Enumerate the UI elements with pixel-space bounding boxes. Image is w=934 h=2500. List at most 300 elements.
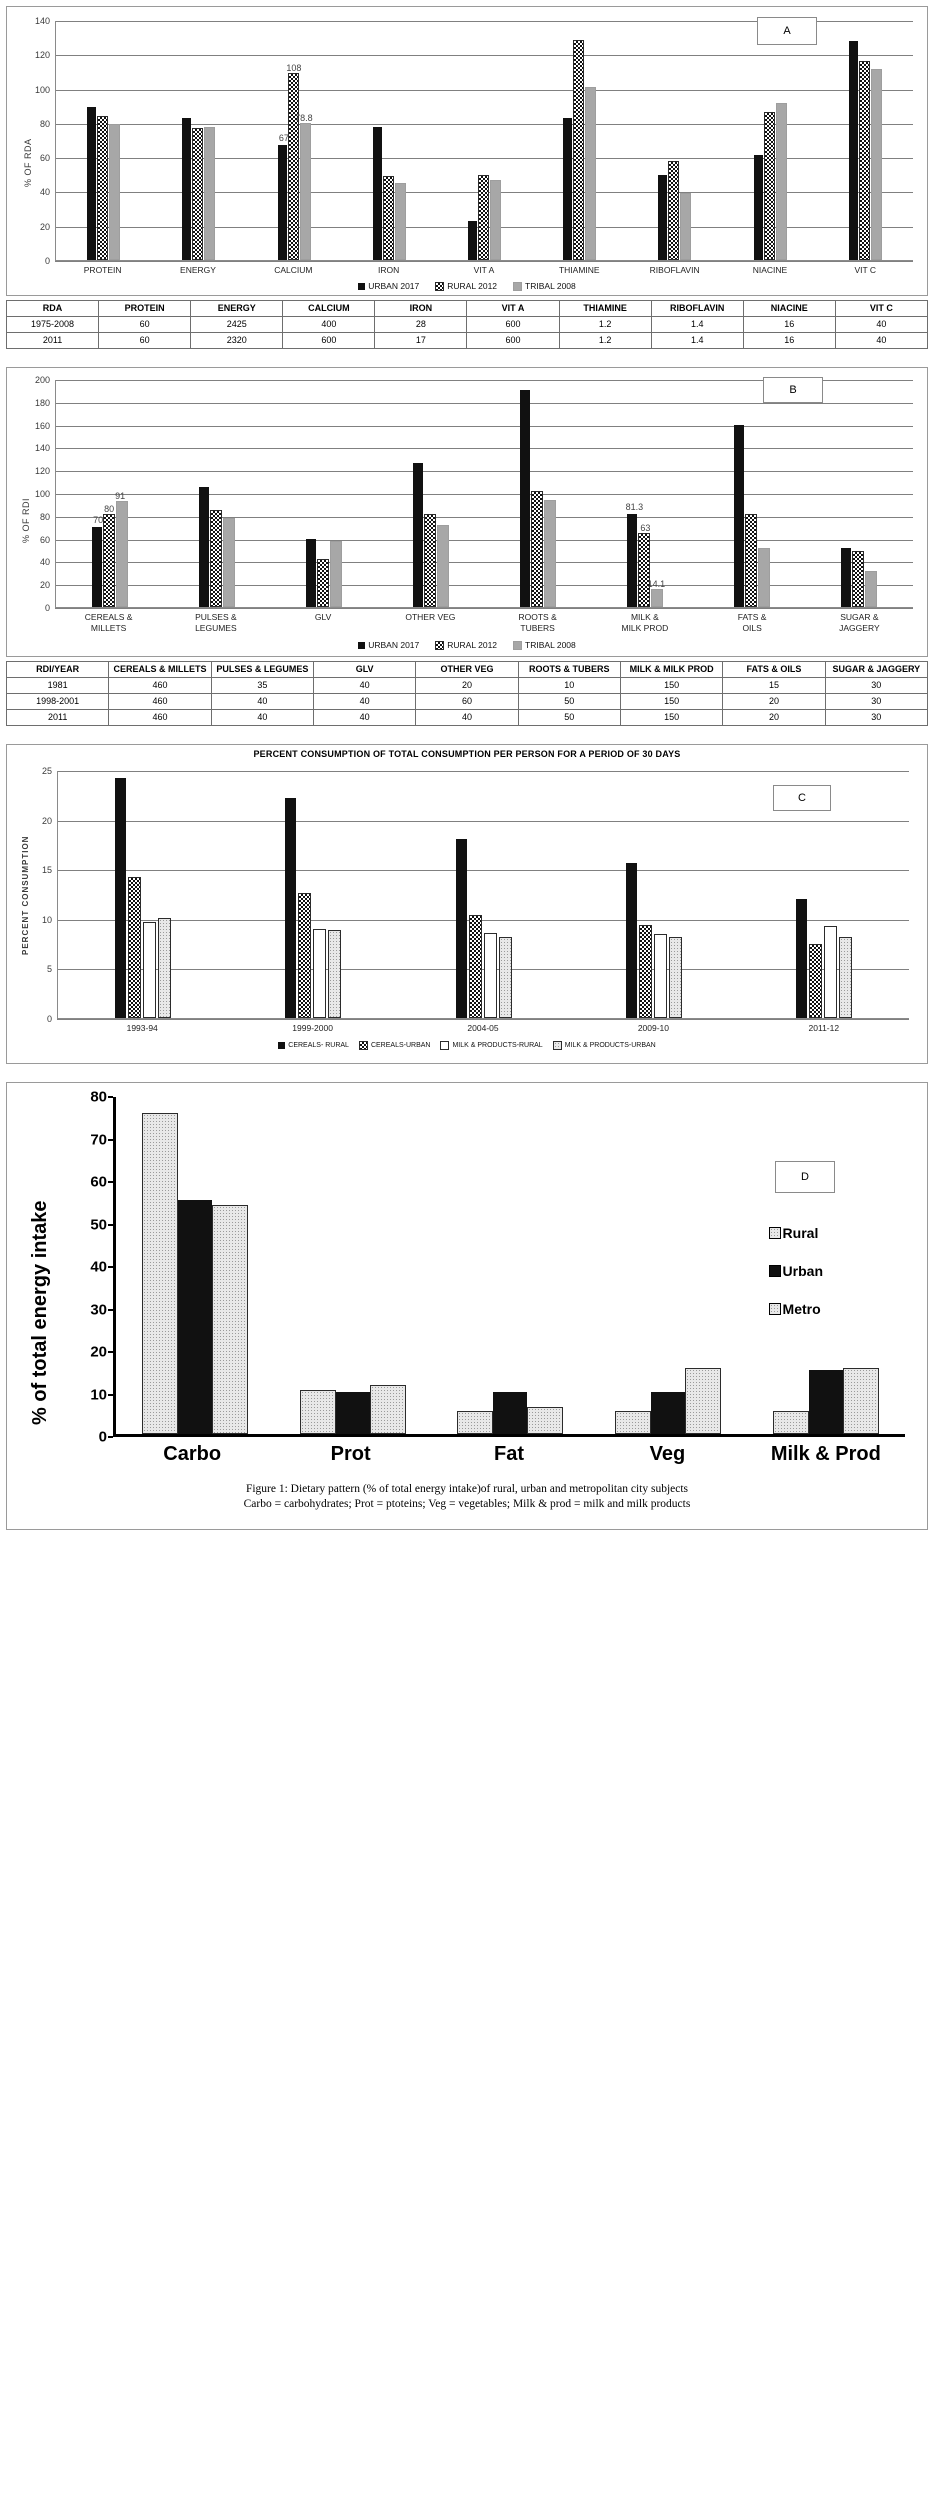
bar — [651, 589, 663, 607]
legend-item — [435, 640, 497, 650]
table-cell: 1998-2001 — [7, 694, 109, 710]
legend-swatch — [278, 1042, 285, 1049]
table-cell: 16 — [743, 333, 835, 349]
panel-d — [6, 1082, 928, 1530]
bar — [734, 425, 744, 607]
legend-item — [769, 1301, 823, 1317]
table-cell: 10 — [518, 678, 620, 694]
legend-item — [278, 1042, 349, 1049]
panel-c-tag: C — [773, 785, 831, 811]
table-header-cell: PULSES & LEGUMES — [211, 662, 313, 678]
legend-label: TRIBAL 2008 — [525, 640, 576, 650]
bar — [843, 1368, 879, 1434]
y-axis-tick: 120 — [34, 466, 50, 477]
panel-c-y-axis-label: PERCENT CONSUMPTION — [21, 835, 30, 955]
bar — [654, 934, 667, 1018]
y-axis-tick: 160 — [34, 420, 50, 431]
legend-label: URBAN 2017 — [368, 281, 420, 291]
panel-c-legend — [7, 1041, 927, 1050]
table-cell: 1.4 — [651, 333, 743, 349]
bar-group — [432, 1097, 590, 1434]
panel-b-table — [6, 661, 928, 726]
table-cell: 1.2 — [559, 333, 651, 349]
table-cell: 15 — [723, 678, 825, 694]
bar — [300, 1390, 336, 1435]
table-cell: 20 — [723, 694, 825, 710]
bar — [199, 487, 209, 607]
category-label: Milk & Prod — [770, 1443, 881, 1465]
bar — [865, 571, 877, 607]
bar — [490, 180, 501, 260]
y-axis-tick: 60 — [39, 153, 50, 164]
table-cell: 60 — [99, 317, 191, 333]
table-header-cell: ROOTS & TUBERS — [518, 662, 620, 678]
category-label: 1999-2000 — [292, 1023, 333, 1033]
bar — [143, 922, 156, 1018]
bar — [182, 118, 191, 260]
legend-item — [358, 640, 419, 650]
table-row — [7, 678, 928, 694]
y-axis-tick: 180 — [34, 397, 50, 408]
panel-a — [6, 6, 928, 296]
table-row — [7, 333, 928, 349]
bar — [370, 1385, 406, 1434]
panel-a-tag: A — [757, 17, 817, 45]
figure-caption-line-1: Figure 1: Dietary pattern (% of total energy intake)of rural, urban and metropolitan city subjects — [245, 1483, 689, 1495]
bar-group — [342, 21, 437, 260]
figure-caption-line-2: Carbo = carbohydrates; Prot = ptoteins; Veg = vegetables; Milk & prod = milk and milk products — [243, 1498, 691, 1510]
bar — [204, 127, 215, 260]
bar-group — [270, 380, 377, 607]
category-label-line: FATS & — [737, 612, 767, 622]
legend-label: CEREALS-URBAN — [370, 1042, 431, 1049]
panel-d-tag: D — [775, 1161, 835, 1193]
bar — [773, 1411, 809, 1434]
bar-group — [274, 1097, 432, 1434]
panel-b-y-axis-label: % OF RDI — [21, 497, 31, 543]
category-label-line: ROOTS & — [518, 612, 557, 622]
table-header-cell: OTHER VEG — [416, 662, 518, 678]
category-label-line: CEREALS & — [84, 612, 133, 622]
panel-a-table — [6, 300, 928, 349]
y-axis-tick: 40 — [90, 1258, 107, 1276]
y-axis-tick: 80 — [90, 1088, 107, 1106]
gridline — [55, 608, 913, 609]
category-label-line: MILK & — [630, 612, 659, 622]
y-axis-tick: 5 — [46, 964, 52, 975]
category-label: 2004-05 — [467, 1023, 499, 1033]
panel-b-bar-groups — [56, 380, 913, 607]
category-label: 2011-12 — [808, 1023, 840, 1033]
y-axis-tick: 10 — [41, 914, 52, 925]
table-cell: 40 — [211, 694, 313, 710]
y-axis-tick: 100 — [34, 489, 50, 499]
bar — [298, 893, 311, 1018]
bar — [468, 221, 477, 260]
table-cell: 1.4 — [651, 317, 743, 333]
y-axis-tick-mark — [108, 1266, 113, 1268]
y-axis-tick: 0 — [46, 1014, 52, 1024]
panel-b-plot — [34, 375, 913, 613]
bar — [668, 161, 679, 260]
table-cell: 600 — [467, 333, 559, 349]
table-cell: 40 — [313, 678, 415, 694]
table-header-cell: NIACINE — [743, 301, 835, 317]
table-cell: 400 — [283, 317, 375, 333]
legend-label: RURAL 2012 — [447, 640, 498, 650]
bar — [658, 175, 667, 260]
y-axis-tick: 50 — [90, 1216, 107, 1233]
category-label: CALCIUM — [274, 265, 313, 275]
bar — [563, 118, 572, 260]
bar — [839, 937, 852, 1018]
table-cell: 40 — [835, 317, 927, 333]
bar — [97, 116, 108, 260]
legend-item — [440, 1041, 542, 1050]
legend-label: RURAL 2012 — [447, 281, 498, 291]
legend-item — [513, 281, 576, 291]
table-cell: 40 — [211, 710, 313, 726]
category-label-line: TUBERS — [520, 623, 555, 633]
legend-item — [358, 281, 419, 291]
bar — [395, 183, 406, 260]
y-axis-tick: 100 — [34, 84, 50, 95]
bar — [669, 937, 682, 1018]
table-cell: 1981 — [7, 678, 109, 694]
bar — [142, 1113, 178, 1434]
y-axis-tick: 25 — [41, 766, 52, 776]
bar — [424, 514, 436, 607]
table-cell: 40 — [835, 333, 927, 349]
bar — [824, 926, 837, 1018]
table-row — [7, 694, 928, 710]
bar-group — [228, 771, 398, 1018]
table-cell: 60 — [416, 694, 518, 710]
bar — [499, 937, 512, 1018]
y-axis-tick: 40 — [39, 187, 50, 198]
bar — [87, 107, 96, 260]
panel-a-bar-groups — [56, 21, 913, 260]
bar-group — [151, 21, 246, 260]
legend-item — [435, 281, 497, 291]
legend-item — [359, 1041, 431, 1050]
category-label-line: SUGAR & — [840, 612, 879, 622]
bar — [871, 69, 882, 260]
category-label: ENERGY — [180, 265, 216, 275]
panel-a-x-axis — [55, 260, 913, 261]
y-axis-tick: 60 — [39, 534, 50, 545]
bar — [210, 510, 222, 607]
legend-label: Rural — [782, 1225, 819, 1241]
panel-a-y-axis-label: % OF RDA — [23, 138, 33, 187]
bar — [531, 491, 543, 607]
y-axis-tick: 20 — [90, 1343, 107, 1361]
bar — [680, 193, 691, 260]
legend-label: Metro — [782, 1301, 821, 1317]
category-label: 1993-94 — [126, 1023, 158, 1033]
category-label: PROTEIN — [83, 265, 122, 275]
bar — [615, 1411, 651, 1434]
table-row — [7, 317, 928, 333]
y-axis-tick-mark — [108, 1309, 113, 1311]
table-cell: 30 — [825, 678, 927, 694]
table-cell: 600 — [467, 317, 559, 333]
y-axis-tick: 10 — [90, 1386, 107, 1403]
bar — [192, 128, 203, 260]
table-cell: 40 — [313, 694, 415, 710]
bar — [317, 559, 329, 607]
y-axis-tick: 60 — [90, 1173, 107, 1191]
bar — [103, 514, 115, 607]
category-label: 2009-10 — [637, 1023, 670, 1033]
bar — [469, 915, 482, 1018]
category-label: IRON — [378, 265, 400, 275]
table-cell: 50 — [518, 694, 620, 710]
panel-c-x-axis — [57, 1018, 909, 1019]
category-label — [591, 612, 698, 634]
category-label: Veg — [649, 1443, 686, 1465]
bar-group — [569, 771, 739, 1018]
table-header-cell: PROTEIN — [99, 301, 191, 317]
legend-swatch — [358, 283, 365, 290]
y-axis-tick-mark — [108, 1394, 113, 1396]
bar — [158, 918, 171, 1018]
bar — [457, 1411, 493, 1434]
panel-d-category-labels — [113, 1443, 905, 1466]
category-label: VIT A — [473, 265, 495, 275]
table-cell: 460 — [109, 678, 211, 694]
bar — [115, 778, 126, 1018]
bar-group — [485, 380, 592, 607]
bar — [809, 944, 822, 1018]
y-axis-tick: 20 — [39, 221, 50, 232]
table-header-cell: RIBOFLAVIN — [651, 301, 743, 317]
legend-swatch — [435, 282, 444, 291]
table-cell: 30 — [825, 710, 927, 726]
bar — [223, 518, 235, 607]
panel-a-category-labels — [55, 265, 913, 276]
legend-swatch — [769, 1303, 781, 1315]
category-label-line: LEGUMES — [195, 623, 237, 633]
bar — [456, 839, 467, 1018]
legend-item — [769, 1225, 823, 1241]
panel-b-category-labels — [55, 612, 913, 634]
bar — [758, 548, 770, 607]
bar — [116, 501, 128, 607]
bar — [373, 127, 382, 260]
y-axis-tick: 20 — [39, 580, 50, 591]
table-cell: 50 — [518, 710, 620, 726]
bar-group — [806, 380, 913, 607]
y-axis-tick: 80 — [39, 511, 50, 522]
bar — [841, 548, 851, 607]
legend-item — [769, 1263, 823, 1279]
legend-swatch — [769, 1265, 781, 1277]
category-label — [806, 612, 913, 634]
bar — [852, 551, 864, 607]
bar-group — [398, 771, 568, 1018]
bar — [754, 155, 763, 260]
gridline — [55, 261, 913, 262]
bar — [764, 112, 775, 260]
table-cell: 1.2 — [559, 317, 651, 333]
bar — [285, 798, 296, 1018]
y-axis-tick: 20 — [41, 815, 52, 826]
bar — [288, 73, 299, 260]
bar — [573, 40, 584, 260]
table-header-cell: THIAMINE — [559, 301, 651, 317]
table-cell: 28 — [375, 317, 467, 333]
table-header-cell: IRON — [375, 301, 467, 317]
bar — [796, 899, 807, 1018]
bar-value-label: 67 — [278, 133, 289, 144]
legend-swatch — [440, 1041, 449, 1050]
panel-a-plot — [34, 16, 913, 266]
bar-value-label: 81.3 — [625, 502, 644, 513]
legend-label: MILK & PRODUCTS-RURAL — [452, 1042, 543, 1049]
bar-value-label: 14.1 — [647, 578, 666, 589]
bar-group — [592, 380, 699, 607]
table-header-cell: VIT A — [467, 301, 559, 317]
category-label-line: JAGGERY — [839, 623, 880, 633]
bar-value-label: 78.8 — [295, 112, 313, 123]
bar-value-label: 63 — [640, 523, 651, 534]
category-label: OTHER VEG — [405, 612, 456, 622]
table-row — [7, 710, 928, 726]
y-axis-tick: 200 — [34, 375, 50, 385]
bar-value-label: 91 — [115, 491, 126, 502]
bar — [306, 539, 316, 607]
legend-swatch — [513, 641, 522, 650]
table-cell: 60 — [99, 333, 191, 349]
y-axis-tick-mark — [108, 1096, 113, 1098]
table-cell: 2011 — [7, 710, 109, 726]
category-label — [162, 612, 269, 634]
table-cell: 2320 — [191, 333, 283, 349]
bar — [626, 863, 637, 1018]
category-label — [699, 612, 806, 634]
category-label-line: MILLETS — [90, 623, 127, 633]
y-axis-tick: 70 — [90, 1131, 107, 1148]
table-header-cell: CEREALS & MILLETS — [109, 662, 211, 678]
bar — [413, 463, 423, 607]
y-axis-tick: 80 — [39, 118, 50, 129]
bar-group — [437, 21, 532, 260]
y-axis-tick-mark — [108, 1436, 113, 1438]
table-header-cell: ENERGY — [191, 301, 283, 317]
table-cell: 20 — [723, 710, 825, 726]
bar-group — [56, 21, 151, 260]
table-header-cell: FATS & OILS — [723, 662, 825, 678]
legend-label: CEREALS- RURAL — [288, 1042, 349, 1049]
table-cell: 600 — [283, 333, 375, 349]
table-header-row — [7, 301, 928, 317]
bar — [336, 1392, 370, 1435]
bar-group — [532, 21, 627, 260]
y-axis-tick: 0 — [44, 256, 50, 266]
category-label: Prot — [330, 1443, 371, 1465]
bar — [484, 933, 497, 1018]
bar — [437, 525, 449, 607]
legend-swatch — [435, 641, 444, 650]
bar — [544, 500, 556, 607]
gridline — [57, 1019, 909, 1020]
table-header-row — [7, 662, 928, 678]
bar-group — [699, 380, 806, 607]
panel-b — [6, 367, 928, 657]
bar — [128, 877, 141, 1018]
table-cell: 460 — [109, 710, 211, 726]
table-header-cell: MILK & MILK PROD — [620, 662, 722, 678]
table-cell: 2011 — [7, 333, 99, 349]
category-label: Fat — [494, 1443, 525, 1465]
bar-value-label: 70 — [93, 515, 104, 526]
bar-group — [627, 21, 722, 260]
bar-group — [163, 380, 270, 607]
table-cell: 20 — [416, 678, 518, 694]
table-cell: 17 — [375, 333, 467, 349]
bar — [585, 87, 596, 260]
category-label: Carbo — [163, 1443, 222, 1465]
table-cell: 35 — [211, 678, 313, 694]
bar — [92, 527, 102, 607]
y-axis-tick: 0 — [98, 1428, 107, 1446]
table-header-cell: RDI/YEAR — [7, 662, 109, 678]
legend-swatch — [769, 1227, 781, 1239]
bar — [328, 930, 341, 1018]
bar — [651, 1392, 685, 1435]
y-axis-tick-mark — [108, 1224, 113, 1226]
table-cell: 150 — [620, 678, 722, 694]
bar — [745, 514, 757, 607]
bar — [278, 145, 287, 260]
category-label-line: MILK PROD — [621, 623, 669, 633]
legend-item — [553, 1041, 656, 1050]
bar — [859, 61, 870, 260]
y-axis-tick: 0 — [44, 603, 50, 613]
panel-b-tag: B — [763, 377, 823, 403]
bar-group — [723, 21, 818, 260]
category-label-line: OILS — [742, 623, 762, 633]
bar — [178, 1200, 212, 1434]
bar — [478, 175, 489, 260]
table-header-cell: RDA — [7, 301, 99, 317]
bar — [527, 1407, 563, 1435]
bar — [685, 1368, 721, 1434]
table-cell: 2425 — [191, 317, 283, 333]
table-cell: 150 — [620, 710, 722, 726]
y-axis-tick: 15 — [41, 865, 52, 876]
panel-c-category-labels — [57, 1023, 909, 1034]
y-axis-tick: 30 — [90, 1301, 107, 1318]
table-header-cell: GLV — [313, 662, 415, 678]
table-cell: 40 — [416, 710, 518, 726]
bar-group — [58, 771, 228, 1018]
bar — [493, 1392, 527, 1435]
table-cell: 150 — [620, 694, 722, 710]
category-label: RIBOFLAVIN — [649, 265, 700, 275]
category-label: THIAMINE — [558, 265, 600, 275]
bar — [109, 124, 120, 260]
table-cell: 1975-2008 — [7, 317, 99, 333]
legend-label: URBAN 2017 — [368, 640, 420, 650]
category-label: VIT C — [854, 265, 877, 275]
panel-d-y-axis-label: % of total energy intake — [29, 1200, 51, 1425]
category-label: NIACINE — [752, 265, 788, 275]
bar-group — [818, 21, 913, 260]
bar-value-label: 108 — [286, 62, 302, 73]
table-cell: 30 — [825, 694, 927, 710]
